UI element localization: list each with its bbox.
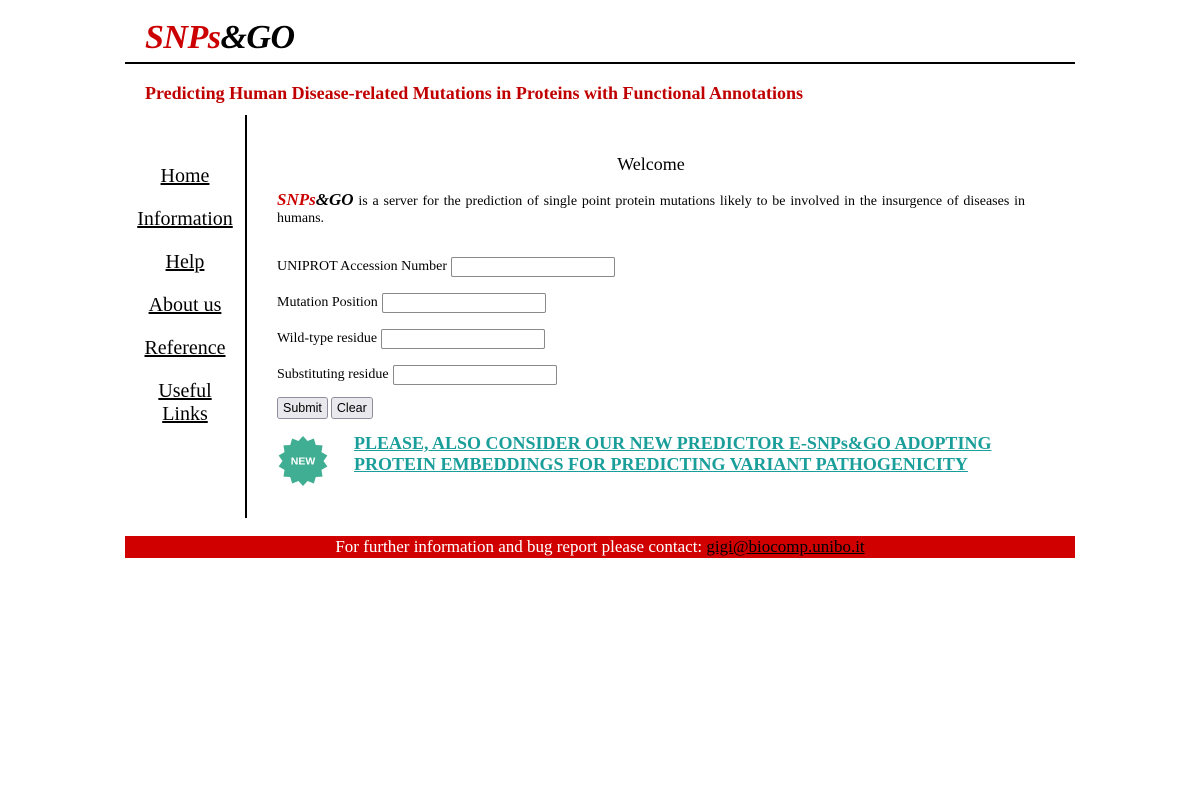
footer-text: For further information and bug report please contact: <box>335 537 707 556</box>
sidebar-nav <box>125 115 247 518</box>
new-badge-text: NEW <box>290 455 316 468</box>
new-badge-icon <box>277 435 329 487</box>
nav-link-help[interactable]: Help <box>165 251 205 273</box>
intro-paragraph <box>277 191 1025 227</box>
uniprot-label: UNIPROT Accession Number <box>277 259 448 274</box>
intro-brand-snps: SNPs <box>277 190 316 209</box>
intro-brand-go: &GO <box>315 190 354 209</box>
mutation-position-label: Mutation Position <box>277 295 378 310</box>
wildtype-residue-label: Wild-type residue <box>277 331 378 346</box>
substituting-residue-label: Substituting residue <box>277 367 389 382</box>
form-buttons <box>277 397 1025 419</box>
wildtype-residue-input[interactable] <box>381 329 545 349</box>
e-snps-go-link[interactable]: PLEASE, ALSO CONSIDER OUR NEW PREDICTOR E-SNPs&GO ADOPTING PROTEIN EMBEDDINGS FOR PREDICTING VARIANT PATHOGENICITY <box>354 433 992 474</box>
nav-link-information[interactable]: Information <box>137 208 233 230</box>
intro-text: is a server for the prediction of single point protein mutations likely to be involved in the insurgence of diseases in humans. <box>277 194 1025 226</box>
welcome-heading: Welcome <box>617 154 685 174</box>
nav-link-home[interactable]: Home <box>160 165 210 187</box>
logo-go: &GO <box>220 19 295 56</box>
submit-button[interactable]: Submit <box>277 397 328 419</box>
prediction-form <box>277 255 1025 419</box>
news-banner <box>277 433 1025 489</box>
intro-brand <box>277 190 354 209</box>
site-subtitle: Predicting Human Disease-related Mutations in Proteins with Functional Annotations <box>145 83 804 103</box>
nav-link-useful-line2: Links <box>162 403 208 425</box>
logo-snps: SNPs <box>145 19 221 56</box>
contact-email-link[interactable]: gigi@biocomp.unibo.it <box>706 537 865 556</box>
nav-link-about-us[interactable]: About us <box>148 294 222 316</box>
wildtype-row <box>277 327 1025 351</box>
substituting-row <box>277 363 1025 387</box>
mutation-position-input[interactable] <box>382 293 546 313</box>
substituting-residue-input[interactable] <box>393 365 557 385</box>
nav-link-useful-line1: Useful <box>158 380 212 402</box>
page <box>125 0 1075 558</box>
uniprot-row <box>277 255 1025 279</box>
header <box>125 0 1075 64</box>
footer-bar <box>125 536 1075 558</box>
nav-link-useful-links[interactable] <box>125 380 245 426</box>
nav-link-reference[interactable]: Reference <box>144 337 226 359</box>
content-area <box>125 115 1075 518</box>
position-row <box>277 291 1025 315</box>
main-panel <box>277 115 1025 489</box>
site-logo <box>145 18 295 58</box>
clear-button[interactable]: Clear <box>331 397 373 419</box>
uniprot-input[interactable] <box>451 257 615 277</box>
